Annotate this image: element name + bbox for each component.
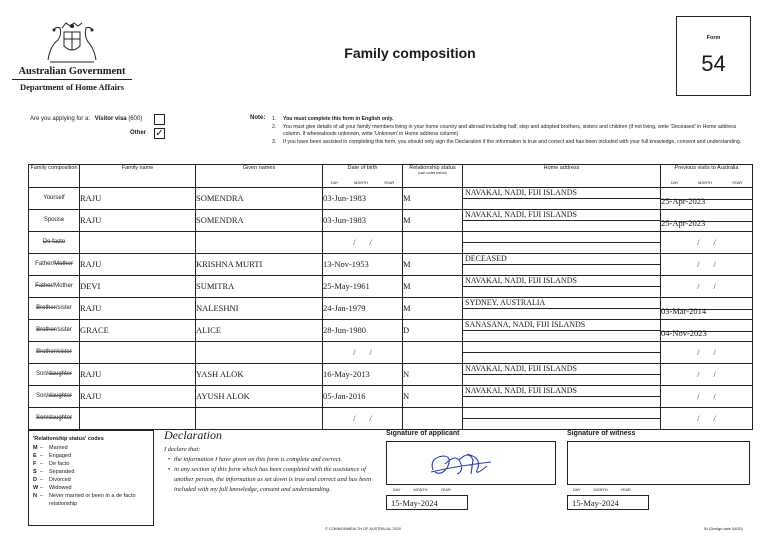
header-divider [12,79,132,80]
home-address-cell[interactable] [463,254,661,276]
table-row [29,254,753,276]
family-member-label: Father/Mother [29,254,80,276]
dob-cell[interactable]: 28-Jun-1980 [323,320,403,342]
visit-cell[interactable]: / / [661,276,753,298]
declaration-intro: I declare that: [164,446,201,453]
visit-cell[interactable]: / / [661,342,753,364]
given-names-cell[interactable]: NALESHNI [196,298,323,320]
given-names-cell[interactable]: YASH ALOK [196,364,323,386]
table-row [29,210,753,232]
home-address-value: NAVAKAI, NADI, FIJI ISLANDS [463,188,660,199]
witness-signature-title: Signature of witness [567,430,636,437]
witness-date-field[interactable]: 15-May-2024 [567,495,649,510]
visit-cell[interactable]: / / [661,408,753,430]
given-names-cell[interactable] [196,408,323,430]
col-header-address: Home address [463,165,661,188]
home-address-cell[interactable] [463,320,661,342]
family-member-label: Brother/sister [29,298,80,320]
visa-type-question: Are you applying for a: Visitor visa (600) [30,116,143,122]
codes-list [33,444,149,508]
visit-cell[interactable]: 25-Apr-2023 [661,188,753,210]
visitor-visa-label: Visitor visa [94,116,127,122]
code-item: E – Engaged [33,453,72,459]
code-item: W – Widowed [33,485,72,491]
home-address-value: NAVAKAI, NADI, FIJI ISLANDS [463,386,660,397]
note-item: 2. You must give details of all your family members living in your home country and abroad including half, step and adopted brothers, sisters and children (if not living, write 'Deceased' in Home address column. If whereabouts unknown, write 'Unknown' in Home address column). [272,123,737,138]
family-member-label: De facto [29,232,80,254]
home-address-cell[interactable] [463,342,661,364]
family-member-label: Brother/sister [29,320,80,342]
family-member-label: Father/Mother [29,276,80,298]
relationship-status-cell[interactable]: N [403,386,463,408]
family-name-cell[interactable]: RAJU [80,210,196,232]
witness-date-labels: DAY MONTH YEAR [573,488,631,492]
coat-of-arms-logo [40,20,104,64]
applicant-date-field[interactable]: 15-May-2024 [386,495,468,510]
applicant-signature-scribble [387,442,557,486]
family-member-label: Son/daughter [29,408,80,430]
family-composition-table [28,164,753,430]
applicant-date-labels: DAY MONTH YEAR [393,488,451,492]
code-item: M – Married [33,445,68,451]
declaration-text [164,445,382,495]
family-member-label: Son/daughter [29,386,80,408]
codes-title: 'Relationship status' codes [33,436,104,442]
col-header-dob: Date of birth DAY MONTH YEAR [323,165,403,188]
table-row [29,188,753,210]
table-header-row [29,165,753,188]
home-address-cell[interactable] [463,364,661,386]
dob-cell[interactable]: 16-May-2013 [323,364,403,386]
dob-cell[interactable]: 05-Jan-2016 [323,386,403,408]
home-address-cell[interactable] [463,210,661,232]
table-row [29,298,753,320]
table-row [29,320,753,342]
family-member-label: Son/daughter [29,364,80,386]
form-number-box [676,16,751,96]
relationship-status-cell[interactable]: M [403,298,463,320]
visit-cell[interactable]: / / [661,364,753,386]
given-names-cell[interactable]: SUMITRA [196,276,323,298]
page-title: Family composition [344,45,476,61]
code-item: F – De facto [33,461,70,467]
visitor-visa-code: (600) [128,116,143,122]
table-row [29,276,753,298]
given-names-cell[interactable]: KRISHNA MURTI [196,254,323,276]
relationship-status-cell[interactable] [403,342,463,364]
home-address-cell[interactable] [463,408,661,430]
dob-cell[interactable]: 13-Nov-1953 [323,254,403,276]
table-row [29,408,753,430]
applicant-signature-title: Signature of applicant [386,430,460,437]
dob-cell[interactable]: 03-Jun-1983 [323,188,403,210]
relationship-status-cell[interactable] [403,232,463,254]
note-item: 1. You must complete this form in English only. [272,116,394,122]
relationship-status-cell[interactable]: M [403,210,463,232]
note-label: Note: [250,115,266,121]
family-name-cell[interactable] [80,342,196,364]
form-label: Form [706,35,721,41]
government-name: Australian Government [18,66,126,77]
family-member-label: Brother/sister [29,342,80,364]
visit-cell[interactable]: 25-Apr-2023 [661,210,753,232]
relationship-status-cell[interactable]: M [403,276,463,298]
given-names-cell[interactable]: AYUSH ALOK [196,386,323,408]
table-row [29,232,753,254]
relationship-status-cell[interactable]: M [403,254,463,276]
home-address-cell[interactable] [463,276,661,298]
code-item: N – Never married or been in a de facto relationship [33,493,136,507]
col-header-family: Family composition [29,165,80,188]
family-member-label: Yourself [29,188,80,210]
family-name-cell[interactable]: RAJU [80,188,196,210]
code-item: D – Divorced [33,477,71,483]
family-name-cell[interactable]: RAJU [80,386,196,408]
col-header-family-name: Family name [80,165,196,188]
dob-cell[interactable]: 03-Jun-1983 [323,210,403,232]
family-member-label: Spouse [29,210,80,232]
home-address-cell[interactable] [463,386,661,408]
witness-signature-field[interactable] [567,441,750,485]
family-name-cell[interactable]: GRACE [80,320,196,342]
home-address-value: NAVAKAI, NADI, FIJI ISLANDS [463,364,660,375]
col-header-relationship: Relationship status (use codes below) [403,165,463,188]
table-row [29,386,753,408]
family-name-cell[interactable]: RAJU [80,298,196,320]
department-name: Department of Home Affairs [19,82,125,92]
home-address-value [463,342,660,353]
family-name-cell[interactable] [80,232,196,254]
home-address-value [463,408,660,419]
relationship-status-cell[interactable]: D [403,320,463,342]
dob-cell[interactable]: / / [323,232,403,254]
home-address-value: SANASANA, NADI, FIJI ISLANDS [463,320,660,331]
col-header-given-names: Given names [196,165,323,188]
table-row [29,342,753,364]
family-name-cell[interactable]: RAJU [80,364,196,386]
visit-cell[interactable]: 04-Nov-2023 [661,320,753,342]
note-item: 3. If you have been assisted in completing this form, you should only sign the Declaration if the information is true and correct and has been included with your full knowledge, consent and understanding. [272,138,742,145]
table-row [29,364,753,386]
visit-cell[interactable]: / / [661,386,753,408]
applicant-signature-field[interactable] [386,441,556,485]
relationship-status-cell[interactable]: N [403,364,463,386]
visit-cell[interactable]: 03-Mar-2014 [661,298,753,320]
home-address-cell[interactable] [463,188,661,210]
given-names-cell[interactable] [196,232,323,254]
visit-cell[interactable]: / / [661,232,753,254]
code-item: S – Separated [33,469,75,475]
home-address-value: SYDNEY, AUSTRALIA [463,298,660,309]
given-names-cell[interactable]: SOMENDRA [196,210,323,232]
other-checkbox[interactable]: ✓ [155,128,164,139]
home-address-cell[interactable] [463,232,661,254]
home-address-cell[interactable] [463,298,661,320]
given-names-cell[interactable] [196,342,323,364]
note-list [272,116,752,146]
home-address-value: NAVAKAI, NADI, FIJI ISLANDS [463,210,660,221]
declaration-title: Declaration [164,428,222,442]
family-name-cell[interactable]: RAJU [80,254,196,276]
dob-cell[interactable]: / / [323,342,403,364]
family-name-cell[interactable]: DEVI [80,276,196,298]
declaration-bullet: • the information I have given on this form is complete and correct. [167,456,343,463]
given-names-cell[interactable]: SOMENDRA [196,188,323,210]
form-number: 54 [701,51,726,76]
home-address-value [463,232,660,243]
visit-cell[interactable]: / / [661,254,753,276]
visitor-visa-checkbox[interactable] [154,114,165,125]
dob-cell[interactable]: / / [323,408,403,430]
given-names-cell[interactable]: ALICE [196,320,323,342]
relationship-status-cell[interactable]: M [403,188,463,210]
col-header-visits: Previous visits to Australia DAY MONTH YEAR [661,165,753,188]
design-date: 54 (Design date 04/20) [704,527,743,531]
relationship-codes-box [28,430,154,526]
copyright: © COMMONWEALTH OF AUSTRALIA, 2020 [325,527,401,531]
home-address-value: NAVAKAI, NADI, FIJI ISLANDS [463,276,660,287]
family-name-cell[interactable] [80,408,196,430]
relationship-status-cell[interactable] [403,408,463,430]
dob-cell[interactable]: 24-Jan-1979 [323,298,403,320]
declaration-bullet: • in any section of this form which has been completed with the assistance of another person, the information as set down is true and correct and has been included with my full knowledge, consent and understanding. [167,466,372,493]
other-label: Other [130,130,147,136]
home-address-value: DECEASED [463,254,660,265]
dob-cell[interactable]: 25-May-1961 [323,276,403,298]
